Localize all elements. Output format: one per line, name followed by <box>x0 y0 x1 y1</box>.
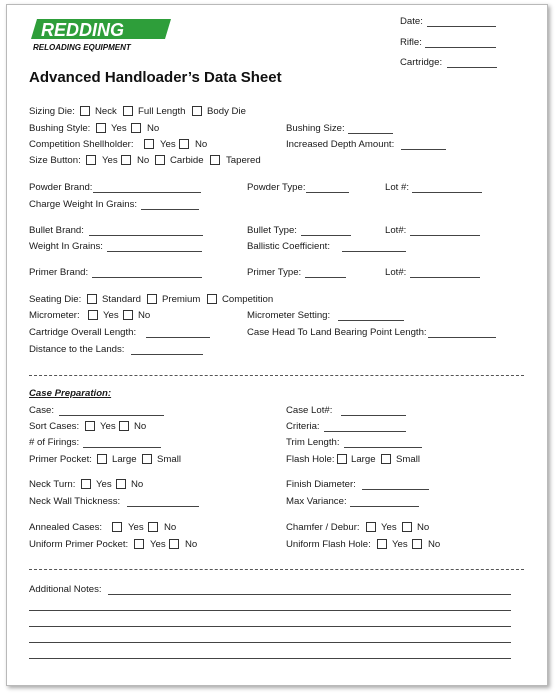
annealed-no-label: No <box>164 522 177 533</box>
shellholder-yes-checkbox[interactable] <box>144 139 154 149</box>
case-field[interactable] <box>59 415 164 416</box>
sizing-full-length-checkbox[interactable] <box>123 106 133 116</box>
neck-wall-label: Neck Wall Thickness: <box>29 496 121 507</box>
powder-type-field[interactable] <box>306 192 349 193</box>
notes-line-2[interactable] <box>29 610 511 611</box>
chamfer-yes-label: Yes <box>381 522 397 533</box>
firings-field[interactable] <box>83 447 161 448</box>
notes-line-4[interactable] <box>29 642 511 643</box>
chamfer-no-checkbox[interactable] <box>402 522 412 532</box>
sort-no-checkbox[interactable] <box>119 421 129 431</box>
section-divider <box>29 375 524 376</box>
flash-hole-large-label: Large <box>351 454 376 465</box>
sort-yes-label: Yes <box>100 421 116 432</box>
uniform-flash-yes-label: Yes <box>392 539 408 550</box>
logo-brand: REDDING <box>41 20 125 40</box>
increased-depth-label: Increased Depth Amount: <box>286 139 395 150</box>
criteria-label: Criteria: <box>286 421 320 432</box>
size-button-label: Size Button: <box>29 155 81 166</box>
notes-line-3[interactable] <box>29 626 511 627</box>
redding-logo <box>31 17 181 57</box>
sort-cases-label: Sort Cases: <box>29 421 80 432</box>
bullet-type-field[interactable] <box>301 235 351 236</box>
seating-die-label: Seating Die: <box>29 294 82 305</box>
seating-competition-label: Competition <box>222 294 274 305</box>
col-field[interactable] <box>146 337 210 338</box>
size-button-carbide-label: Carbide <box>170 155 204 166</box>
annealed-yes-label: Yes <box>128 522 144 533</box>
bushing-style-yes-checkbox[interactable] <box>96 123 106 133</box>
sizing-neck-checkbox[interactable] <box>80 106 90 116</box>
sizing-full-length-label: Full Length <box>138 106 186 117</box>
micrometer-no-label: No <box>138 310 151 321</box>
neck-turn-yes-label: Yes <box>96 479 112 490</box>
bullet-weight-label: Weight In Grains: <box>29 241 103 252</box>
cartridge-label: Cartridge: <box>400 57 443 68</box>
size-button-no-checkbox[interactable] <box>121 155 131 165</box>
charge-weight-label: Charge Weight In Grains: <box>29 199 138 210</box>
neck-turn-label: Neck Turn: <box>29 479 76 490</box>
size-button-yes-label: Yes <box>102 155 118 166</box>
size-button-tapered-checkbox[interactable] <box>210 155 220 165</box>
neck-wall-field[interactable] <box>127 506 199 507</box>
primer-brand-label: Primer Brand: <box>29 267 89 278</box>
distance-lands-field[interactable] <box>131 354 203 355</box>
bullet-lot-label: Lot#: <box>385 225 407 236</box>
page-title: Advanced Handloader’s Data Sheet <box>29 69 282 86</box>
primer-pocket-small-checkbox[interactable] <box>142 454 152 464</box>
micrometer-yes-checkbox[interactable] <box>88 310 98 320</box>
case-head-field[interactable] <box>428 337 496 338</box>
case-head-label: Case Head To Land Bearing Point Length: <box>247 327 427 338</box>
charge-weight-field[interactable] <box>141 209 199 210</box>
trim-length-field[interactable] <box>344 447 422 448</box>
micrometer-yes-label: Yes <box>103 310 119 321</box>
bushing-style-yes-label: Yes <box>111 123 127 134</box>
bushing-style-no-checkbox[interactable] <box>131 123 141 133</box>
flash-hole-large-checkbox[interactable] <box>337 454 347 464</box>
sort-no-label: No <box>134 421 147 432</box>
case-prep-heading: Case Preparation: <box>29 388 112 399</box>
uniform-pocket-no-label: No <box>185 539 198 550</box>
rifle-label: Rifle: <box>400 37 422 48</box>
primer-pocket-small-label: Small <box>157 454 181 465</box>
uniform-pocket-no-checkbox[interactable] <box>169 539 179 549</box>
micrometer-setting-label: Micrometer Setting: <box>247 310 331 321</box>
max-variance-label: Max Variance: <box>286 496 347 507</box>
chamfer-no-label: No <box>417 522 430 533</box>
uniform-flash-label: Uniform Flash Hole: <box>286 539 371 550</box>
primer-type-field[interactable] <box>305 277 346 278</box>
bushing-style-no-label: No <box>147 123 160 134</box>
primer-brand-field[interactable] <box>92 277 202 278</box>
chamfer-yes-checkbox[interactable] <box>366 522 376 532</box>
sort-yes-checkbox[interactable] <box>85 421 95 431</box>
powder-brand-field[interactable] <box>93 192 201 193</box>
bushing-size-field[interactable] <box>348 133 393 134</box>
col-label: Cartridge Overall Length: <box>29 327 137 338</box>
bushing-style-label: Bushing Style: <box>29 123 91 134</box>
comp-shellholder-label: Competition Shellholder: <box>29 139 134 150</box>
chamfer-label: Chamfer / Debur: <box>286 522 360 533</box>
flash-hole-small-checkbox[interactable] <box>381 454 391 464</box>
seating-standard-checkbox[interactable] <box>87 294 97 304</box>
flash-hole-label: Flash Hole: <box>286 454 335 465</box>
rifle-field[interactable] <box>425 47 496 48</box>
neck-turn-no-checkbox[interactable] <box>116 479 126 489</box>
bullet-weight-field[interactable] <box>107 251 202 252</box>
bullet-lot-field[interactable] <box>410 235 480 236</box>
case-label: Case: <box>29 405 55 416</box>
size-button-yes-checkbox[interactable] <box>86 155 96 165</box>
seating-competition-checkbox[interactable] <box>207 294 217 304</box>
uniform-flash-yes-checkbox[interactable] <box>377 539 387 549</box>
case-lot-label: Case Lot#: <box>286 405 333 416</box>
sizing-neck-label: Neck <box>95 106 117 117</box>
bullet-brand-field[interactable] <box>89 235 203 236</box>
size-button-no-label: No <box>137 155 150 166</box>
shellholder-yes-label: Yes <box>160 139 176 150</box>
powder-lot-field[interactable] <box>412 192 482 193</box>
logo-subtitle: RELOADING EQUIPMENT <box>33 43 131 52</box>
uniform-flash-no-label: No <box>428 539 441 550</box>
annealed-label: Annealed Cases: <box>29 522 103 533</box>
uniform-pocket-label: Uniform Primer Pocket: <box>29 539 129 550</box>
cartridge-field[interactable] <box>447 67 497 68</box>
max-variance-field[interactable] <box>350 506 419 507</box>
bullet-brand-label: Bullet Brand: <box>29 225 84 236</box>
date-field[interactable] <box>427 26 496 27</box>
notes-line-5[interactable] <box>29 658 511 659</box>
size-button-carbide-checkbox[interactable] <box>155 155 165 165</box>
increased-depth-field[interactable] <box>401 149 446 150</box>
flash-hole-small-label: Small <box>396 454 420 465</box>
annealed-yes-checkbox[interactable] <box>112 522 122 532</box>
shellholder-no-label: No <box>195 139 208 150</box>
primer-lot-field[interactable] <box>410 277 480 278</box>
size-button-tapered-label: Tapered <box>226 155 261 166</box>
primer-pocket-large-label: Large <box>112 454 137 465</box>
sizing-die-label: Sizing Die: <box>29 106 75 117</box>
primer-type-label: Primer Type: <box>247 267 302 278</box>
primer-pocket-large-checkbox[interactable] <box>97 454 107 464</box>
primer-lot-label: Lot#: <box>385 267 407 278</box>
neck-turn-no-label: No <box>131 479 144 490</box>
sizing-body-die-checkbox[interactable] <box>192 106 202 116</box>
finish-diameter-label: Finish Diameter: <box>286 479 356 490</box>
primer-pocket-label: Primer Pocket: <box>29 454 92 465</box>
case-lot-field[interactable] <box>341 415 406 416</box>
data-sheet-page <box>6 4 548 686</box>
sizing-body-die-label: Body Die <box>207 106 246 117</box>
notes-line-1[interactable] <box>108 594 511 595</box>
ballistic-coefficient-label: Ballistic Coefficient: <box>247 241 331 252</box>
distance-lands-label: Distance to the Lands: <box>29 344 125 355</box>
ballistic-coefficient-field[interactable] <box>342 251 406 252</box>
notes-divider <box>29 569 524 570</box>
micrometer-setting-field[interactable] <box>338 320 404 321</box>
powder-type-label: Powder Type: <box>247 182 306 193</box>
neck-turn-yes-checkbox[interactable] <box>81 479 91 489</box>
seating-premium-label: Premium <box>162 294 201 305</box>
micrometer-no-checkbox[interactable] <box>123 310 133 320</box>
powder-lot-label: Lot #: <box>385 182 410 193</box>
shellholder-no-checkbox[interactable] <box>179 139 189 149</box>
finish-diameter-field[interactable] <box>362 489 429 490</box>
uniform-flash-no-checkbox[interactable] <box>412 539 422 549</box>
criteria-field[interactable] <box>324 431 406 432</box>
uniform-pocket-yes-checkbox[interactable] <box>134 539 144 549</box>
bullet-type-label: Bullet Type: <box>247 225 297 236</box>
annealed-no-checkbox[interactable] <box>148 522 158 532</box>
powder-brand-label: Powder Brand: <box>29 182 93 193</box>
firings-label: # of Firings: <box>29 437 80 448</box>
seating-standard-label: Standard <box>102 294 141 305</box>
date-label: Date: <box>400 16 423 27</box>
additional-notes-label: Additional Notes: <box>29 584 102 595</box>
trim-length-label: Trim Length: <box>286 437 340 448</box>
seating-premium-checkbox[interactable] <box>147 294 157 304</box>
uniform-pocket-yes-label: Yes <box>150 539 166 550</box>
bushing-size-label: Bushing Size: <box>286 123 345 134</box>
micrometer-label: Micrometer: <box>29 310 80 321</box>
